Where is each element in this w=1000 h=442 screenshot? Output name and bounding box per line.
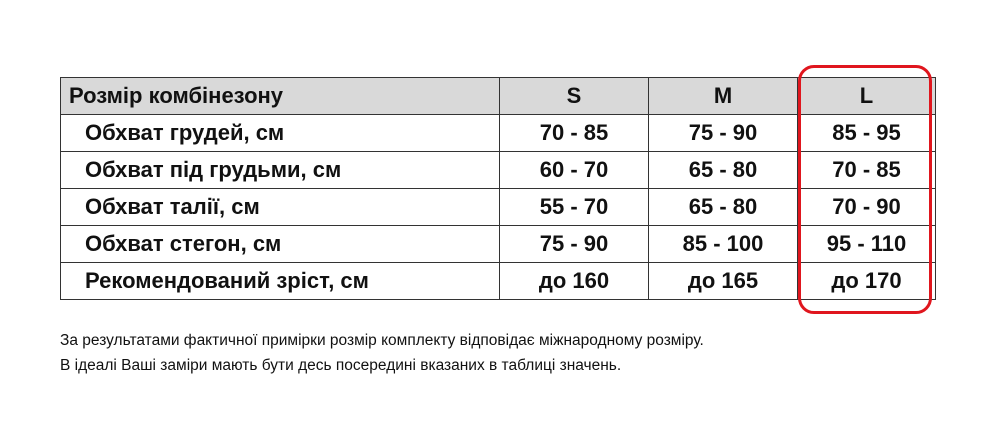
- cell-s: до 160: [500, 263, 649, 300]
- cell-m: до 165: [649, 263, 798, 300]
- cell-m: 85 - 100: [649, 226, 798, 263]
- header-size-l: L: [798, 78, 936, 115]
- row-label: Обхват під грудьми, см: [61, 152, 500, 189]
- cell-m: 65 - 80: [649, 189, 798, 226]
- row-label: Рекомендований зріст, см: [61, 263, 500, 300]
- cell-l: 70 - 90: [798, 189, 936, 226]
- cell-l: до 170: [798, 263, 936, 300]
- cell-s: 75 - 90: [500, 226, 649, 263]
- cell-s: 60 - 70: [500, 152, 649, 189]
- note-line-2: В ідеалі Ваші заміри мають бути десь посередині вказаних в таблиці значень.: [60, 357, 622, 374]
- cell-l: 85 - 95: [798, 115, 936, 152]
- header-size-label: Розмір комбінезону: [61, 78, 500, 115]
- highlight-box-size-l: [798, 65, 932, 314]
- cell-s: 55 - 70: [500, 189, 649, 226]
- cell-s: 70 - 85: [500, 115, 649, 152]
- row-label: Обхват грудей, см: [61, 115, 500, 152]
- cell-m: 75 - 90: [649, 115, 798, 152]
- cell-l: 95 - 110: [798, 226, 936, 263]
- header-size-s: S: [500, 78, 649, 115]
- row-label: Обхват талії, см: [61, 189, 500, 226]
- note-line-1: За результатами фактичної примірки розмір комплекту відповідає міжнародному розміру.: [60, 332, 704, 349]
- header-size-m: M: [649, 78, 798, 115]
- cell-m: 65 - 80: [649, 152, 798, 189]
- cell-l: 70 - 85: [798, 152, 936, 189]
- row-label: Обхват стегон, см: [61, 226, 500, 263]
